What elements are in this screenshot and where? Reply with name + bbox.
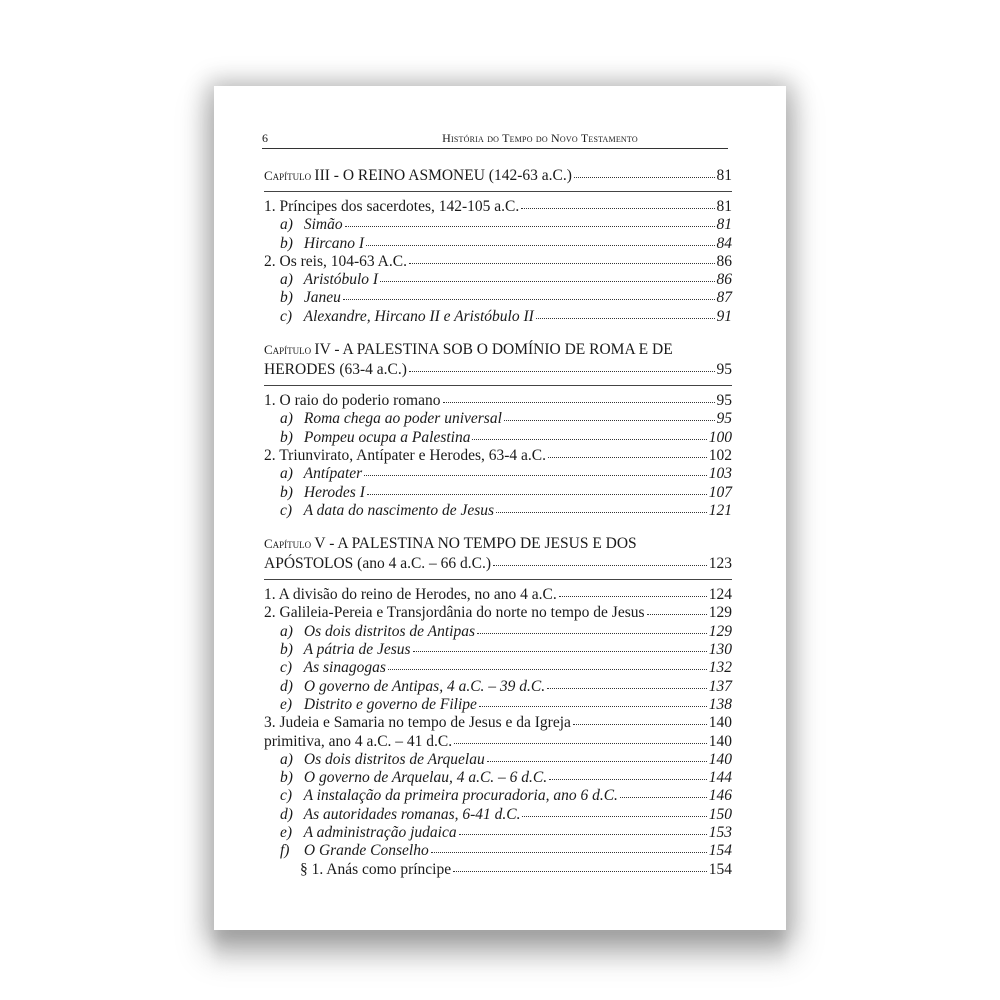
toc-entry-marker: 1. [264, 198, 276, 215]
toc-entry-page: 95 [716, 392, 732, 410]
toc-entry-text: Os dois distritos de Arquelau [303, 750, 485, 768]
table-of-contents [264, 166, 732, 879]
toc-entry-text: Roma chega ao poder universal [303, 410, 502, 428]
chapter-title-text: IV - A PALESTINA SOB O DOMÍNIO DE ROMA E DE [314, 341, 673, 359]
chapter-label: Capítulo [264, 536, 315, 552]
dot-leader [493, 565, 707, 566]
toc-entry-page: 137 [708, 677, 732, 695]
dot-leader [388, 669, 707, 670]
toc-entry [264, 806, 732, 824]
toc-entry-text: Judeia e Samaria no tempo de Jesus e da Igreja [279, 714, 571, 732]
toc-entry-marker: b) [280, 289, 293, 307]
toc-entry [264, 678, 732, 696]
dot-leader [459, 834, 707, 835]
dot-leader [547, 688, 707, 689]
dot-leader [380, 281, 714, 282]
toc-entry [264, 308, 732, 326]
toc-entry [264, 271, 732, 289]
section-gap [264, 326, 732, 340]
dot-leader [647, 614, 707, 615]
toc-entry-label [280, 410, 502, 428]
chapter-title-line [264, 534, 732, 554]
toc-entry [264, 696, 732, 714]
toc-entry [264, 751, 732, 769]
toc-entry-page: 81 [716, 216, 732, 234]
toc-entry-marker: f) [280, 842, 290, 860]
toc-entry-page: 132 [708, 659, 732, 677]
toc-entry-page: 84 [716, 234, 732, 252]
toc-entry-page: 150 [708, 805, 732, 823]
toc-entry-marker: a) [280, 622, 293, 640]
page-shadow [214, 928, 786, 968]
toc-entry-text: A divisão do reino de Herodes, no ano 4 a.C. [278, 586, 557, 604]
toc-entry-page: 121 [708, 501, 732, 519]
toc-entry-label [280, 824, 457, 842]
toc-entry-marker: c) [280, 659, 293, 677]
toc-entry-text: As sinagogas [303, 659, 386, 677]
toc-entry-page: 100 [708, 428, 732, 446]
toc-entry-page: 138 [708, 695, 732, 713]
toc-entry-label [264, 447, 546, 465]
toc-entry-marker: c) [280, 501, 293, 519]
toc-entry-label [280, 751, 485, 769]
toc-entry [264, 824, 732, 842]
toc-entry-marker: a) [280, 465, 293, 483]
toc-entry-marker: c) [280, 787, 293, 805]
chapter-title [264, 166, 572, 186]
dot-leader [573, 724, 707, 725]
toc-entry [264, 842, 732, 860]
chapter-block [264, 166, 732, 326]
toc-entry-page: 129 [708, 622, 732, 640]
dot-leader [472, 439, 706, 440]
toc-entry [264, 604, 732, 622]
toc-entry-label [280, 271, 378, 289]
toc-entry-text: Distrito e governo de Filipe [303, 695, 477, 713]
dot-leader [620, 797, 707, 798]
dot-leader [345, 226, 715, 227]
toc-entry-text: Herodes I [303, 483, 365, 501]
chapter-title-row [264, 554, 732, 574]
dot-leader [536, 318, 715, 319]
toc-entry-label [280, 659, 386, 677]
toc-entry-marker: a) [280, 271, 293, 289]
chapter-rule [264, 191, 732, 192]
toc-entry-page: 103 [708, 465, 732, 483]
toc-entry-marker: c) [280, 307, 293, 325]
toc-entry-marker: e) [280, 824, 293, 842]
toc-entry [264, 216, 732, 234]
toc-entry [264, 410, 732, 428]
toc-entry [264, 586, 732, 604]
toc-entry-label [264, 733, 452, 751]
dot-leader [574, 177, 715, 178]
toc-entry-label [280, 842, 429, 860]
toc-entry-text: Alexandre, Hircano II e Aristóbulo II [303, 307, 534, 325]
dot-leader [409, 371, 715, 372]
section-gap [264, 520, 732, 534]
book-page [214, 86, 786, 930]
dot-leader [343, 299, 715, 300]
dot-leader [366, 245, 715, 246]
toc-entry-marker: a) [280, 750, 293, 768]
dot-leader [487, 761, 707, 762]
toc-entry [264, 641, 732, 659]
toc-entry [264, 289, 732, 307]
toc-entry-label [280, 216, 343, 234]
toc-entry-label [280, 678, 545, 696]
toc-entry-marker: a) [280, 216, 293, 234]
dot-leader [454, 743, 707, 744]
toc-entry [264, 484, 732, 502]
toc-entry-page: 154 [708, 842, 732, 860]
toc-entry [264, 392, 732, 410]
toc-entry-label [264, 198, 519, 216]
dot-leader [504, 420, 715, 421]
toc-entry-marker: 1. [264, 586, 276, 604]
toc-entry-label [280, 429, 470, 447]
toc-entry-marker: e) [280, 695, 293, 713]
toc-entry-page: 81 [716, 198, 732, 215]
toc-entry [264, 714, 732, 732]
toc-entry-marker: 3. [264, 714, 276, 732]
toc-entry-page: 140 [708, 714, 732, 732]
toc-entry [264, 623, 732, 641]
toc-entry-label [264, 714, 571, 732]
toc-entry [264, 253, 732, 271]
dot-leader [443, 402, 715, 403]
chapter-page: 123 [708, 555, 732, 573]
chapter-title-row [264, 166, 732, 186]
toc-entry-label [280, 769, 547, 787]
toc-entry-label [264, 604, 645, 622]
toc-entry-marker: a) [280, 410, 293, 428]
toc-entry-marker: b) [280, 234, 293, 252]
dot-leader [364, 475, 707, 476]
chapter-label: Capítulo [264, 342, 315, 358]
chapter-page: 81 [716, 167, 732, 184]
running-title: História do Tempo do Novo Testamento [442, 131, 638, 145]
toc-entry-page: 140 [708, 732, 732, 750]
toc-entry-label [280, 641, 411, 659]
toc-entry-marker: 2. [264, 446, 276, 464]
toc-entry-text: Pompeu ocupa a Palestina [303, 428, 471, 446]
toc-entry-label [280, 696, 477, 714]
toc-entry-label [280, 502, 494, 520]
toc-entry-page: 124 [708, 586, 732, 604]
dot-leader [413, 651, 707, 652]
toc-entry-label [300, 861, 451, 879]
toc-entry-text: Triunvirato, Antípater e Herodes, 63-4 a.C. [279, 446, 546, 464]
toc-entry-label [264, 586, 557, 604]
toc-entry-text: A data do nascimento de Jesus [303, 501, 495, 519]
toc-entry-page: 107 [708, 483, 732, 501]
toc-entry-page: 144 [708, 769, 732, 787]
toc-entry-page: 95 [716, 410, 732, 428]
toc-entry-label [280, 623, 475, 641]
toc-entry-label [280, 787, 618, 805]
toc-entry-text: As autoridades romanas, 6-41 d.C. [303, 805, 521, 823]
dot-leader [409, 263, 715, 264]
toc-entry-page: 87 [716, 289, 732, 307]
chapter-title-text: APÓSTOLOS (ano 4 a.C. – 66 d.C.) [264, 555, 492, 573]
toc-entry-page: 91 [716, 307, 732, 325]
toc-entry-text: Aristóbulo I [303, 271, 379, 289]
toc-entry-text: O governo de Antipas, 4 a.C. – 39 d.C. [303, 677, 546, 695]
chapter-label: Capítulo [264, 168, 315, 183]
toc-entry-marker: b) [280, 641, 293, 659]
toc-entry-label [280, 465, 362, 483]
toc-entry-page: 130 [708, 641, 732, 659]
toc-entry-text: Janeu [303, 289, 341, 307]
toc-entry-page: 153 [708, 824, 732, 842]
toc-entry-marker: b) [280, 428, 293, 446]
toc-entry-label [280, 806, 520, 824]
toc-entry [264, 659, 732, 677]
toc-entry-text: O raio do poderio romano [279, 392, 441, 410]
toc-entry-text: primitiva, ano 4 a.C. – 41 d.C. [264, 732, 453, 750]
toc-entry [264, 733, 732, 751]
dot-leader [367, 494, 707, 495]
toc-entry-page: 129 [708, 604, 732, 622]
toc-entry-text: A administração judaica [303, 824, 457, 842]
toc-entry-label [264, 392, 441, 410]
chapter-title-text: HERODES (63-4 a.C.) [264, 361, 407, 379]
toc-entry-text: Os reis, 104-63 A.C. [279, 252, 407, 270]
chapter-block [264, 534, 732, 879]
toc-entry-text: A pátria de Jesus [303, 641, 411, 659]
toc-entry-page: 146 [708, 787, 732, 805]
toc-entry-marker: b) [280, 483, 293, 501]
toc-entry-marker: 2. [264, 252, 276, 270]
toc-entry-marker: d) [280, 805, 293, 823]
toc-entry-marker: d) [280, 677, 293, 695]
chapter-title-text: III - O REINO ASMONEU (142-63 a.C.) [314, 167, 572, 184]
dot-leader [496, 512, 707, 513]
toc-entry [264, 235, 732, 253]
chapter-rule [264, 385, 732, 386]
toc-entry-text: O governo de Arquelau, 4 a.C. – 6 d.C. [303, 769, 548, 787]
toc-entry-page: 102 [708, 446, 732, 464]
toc-entry-marker: 1. [264, 392, 276, 410]
toc-entry-label [264, 253, 407, 271]
toc-entry-text: A instalação da primeira procuradoria, ano 6 d.C. [303, 787, 618, 805]
toc-entry-marker: 2. [264, 604, 276, 622]
dot-leader [453, 871, 707, 872]
toc-entry-text: Antípater [303, 465, 363, 483]
toc-entry-page: 86 [716, 252, 732, 270]
toc-entry-label [280, 235, 364, 253]
page-number: 6 [262, 131, 268, 145]
toc-entry [264, 447, 732, 465]
toc-entry-text: Galileia-Pereia e Transjordânia do norte no tempo de Jesus [279, 604, 645, 622]
dot-leader [548, 457, 707, 458]
toc-entry-text: Príncipes dos sacerdotes, 142-105 a.C. [279, 198, 520, 215]
toc-entry-label [280, 308, 534, 326]
toc-entry [264, 465, 732, 483]
dot-leader [431, 852, 707, 853]
chapter-rule [264, 579, 732, 580]
toc-entry-label [280, 484, 365, 502]
toc-entry [264, 198, 732, 216]
toc-entry-page: 140 [708, 750, 732, 768]
toc-entry-marker: b) [280, 769, 293, 787]
chapter-title-text: V - A PALESTINA NO TEMPO DE JESUS E DOS [314, 535, 637, 553]
toc-entry-label [280, 289, 341, 307]
toc-entry [264, 861, 732, 879]
dot-leader [479, 706, 707, 707]
dot-leader [522, 816, 706, 817]
toc-entry [264, 502, 732, 520]
toc-entry [264, 429, 732, 447]
toc-entry [264, 787, 732, 805]
toc-entry-marker: § 1. [300, 860, 324, 878]
chapter-page: 95 [716, 361, 732, 379]
toc-entry-text: Os dois distritos de Antipas [303, 622, 475, 640]
chapter-title-row [264, 360, 732, 380]
chapter-block [264, 340, 732, 520]
toc-entry-text: Simão [303, 216, 343, 234]
toc-entry [264, 769, 732, 787]
dot-leader [521, 208, 714, 209]
toc-entry-text: O Grande Conselho [303, 842, 429, 860]
toc-entry-text: Anás como príncipe [326, 860, 452, 878]
running-header [262, 131, 728, 149]
dot-leader [477, 633, 707, 634]
toc-entry-page: 86 [716, 271, 732, 289]
dot-leader [549, 779, 707, 780]
dot-leader [559, 596, 707, 597]
toc-entry-page: 154 [708, 860, 732, 878]
toc-entry-text: Hircano I [303, 234, 364, 252]
chapter-title-line [264, 340, 732, 360]
